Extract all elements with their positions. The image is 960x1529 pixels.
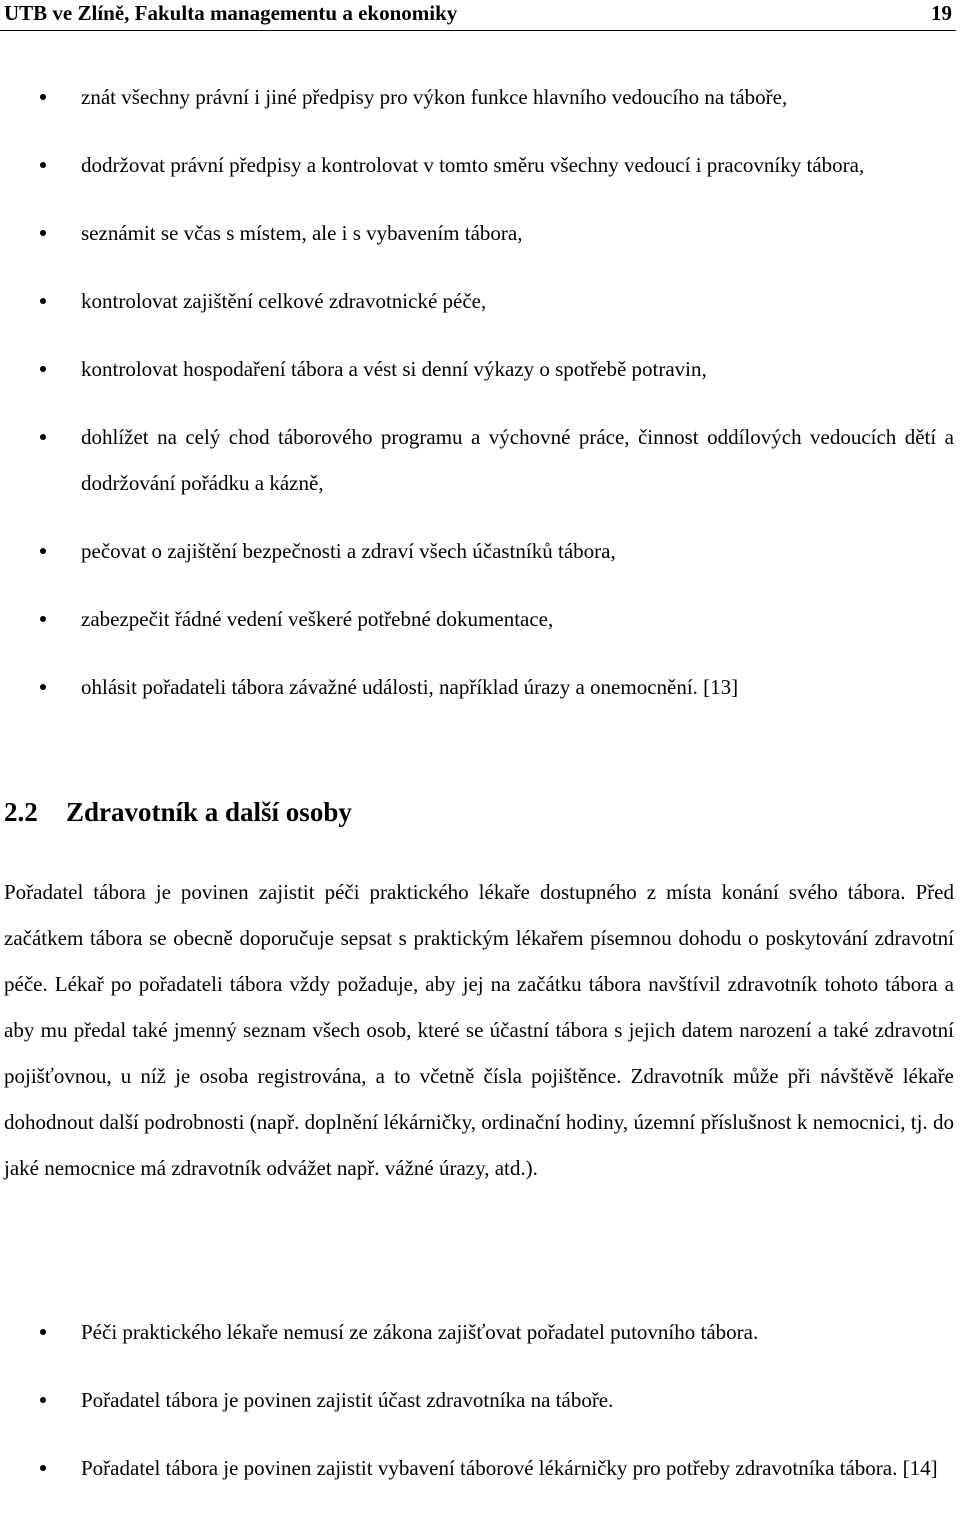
bullet-icon xyxy=(40,616,46,622)
bullet-icon xyxy=(40,366,46,372)
list-item: dodržovat právní předpisy a kontrolovat v tomto směru všechny vedoucí i pracovníky tábora, xyxy=(0,142,960,188)
bullet-icon xyxy=(40,548,46,554)
list-item: znát všechny právní i jiné předpisy pro výkon funkce hlavního vedoucího na táboře, xyxy=(0,74,960,120)
list-item: ohlásit pořadateli tábora závažné události, například úrazy a onemocnění. [13] xyxy=(0,664,960,710)
list-item: Péči praktického lékaře nemusí ze zákona zajišťovat pořadatel putovního tábora. xyxy=(0,1309,960,1355)
body-paragraph: Pořadatel tábora je povinen zajistit péči praktického lékaře dostupného z místa konání svého tábora. Před začátkem tábora se obecně doporučuje sepsat s praktickým lékařem písemnou dohodu o poskytování zdravotní péče. Lékař po pořadateli tábora vždy požaduje, aby jej na začátku tábora navštívil zdravotník tohoto tábora a aby mu předal také jmenný seznam všech osob, které se účastní tábora s jejich datem narození a také zdravotní pojišťovnou, u níž je osoba registrována, a to včetně čísla pojištěnce. Zdravotník může při návštěvě lékaře dohodnout další podrobnosti (např. doplnění lékárničky, ordinační hodiny, územní příslušnost k nemocnici, tj. do jaké nemocnice má zdravotník odvážet např. vážné úrazy, atd.). xyxy=(4,880,954,1180)
bullet-icon xyxy=(40,162,46,168)
section-title: Zdravotník a další osoby xyxy=(66,797,352,827)
list-item: pečovat o zajištění bezpečnosti a zdraví všech účastníků tábora, xyxy=(0,528,960,574)
page-header xyxy=(0,0,956,31)
bullet-icon xyxy=(40,94,46,100)
list-item: seznámit se včas s místem, ale i s vybavením tábora, xyxy=(0,210,960,256)
bullet-icon xyxy=(40,1329,46,1335)
duties-list xyxy=(0,74,960,732)
bullet-icon xyxy=(40,230,46,236)
list-item: kontrolovat zajištění celkové zdravotnické péče, xyxy=(0,278,960,324)
list-item: Pořadatel tábora je povinen zajistit vybavení táborové lékárničky pro potřeby zdravotníka tábora. [14] xyxy=(0,1445,960,1491)
list-item: Pořadatel tábora je povinen zajistit účast zdravotníka na táboře. xyxy=(0,1377,960,1423)
bullet-icon xyxy=(40,1465,46,1471)
bullet-icon xyxy=(40,434,46,440)
section-heading xyxy=(4,797,352,828)
page-number: 19 xyxy=(931,1,952,25)
list-item: zabezpečit řádné vedení veškeré potřebné dokumentace, xyxy=(0,596,960,642)
bullet-icon xyxy=(40,1397,46,1403)
bullet-icon xyxy=(40,298,46,304)
list-item: dohlížet na celý chod táborového programu a výchovné práce, činnost oddílových vedoucích dětí a dodržování pořádku a kázně, xyxy=(0,414,960,506)
section-number: 2.2 xyxy=(4,797,38,827)
list-item: kontrolovat hospodaření tábora a vést si denní výkazy o spotřebě potravin, xyxy=(0,346,960,392)
header-title: UTB ve Zlíně, Fakulta managementu a ekonomiky xyxy=(4,1,458,25)
health-list xyxy=(0,1309,960,1513)
bullet-icon xyxy=(40,684,46,690)
